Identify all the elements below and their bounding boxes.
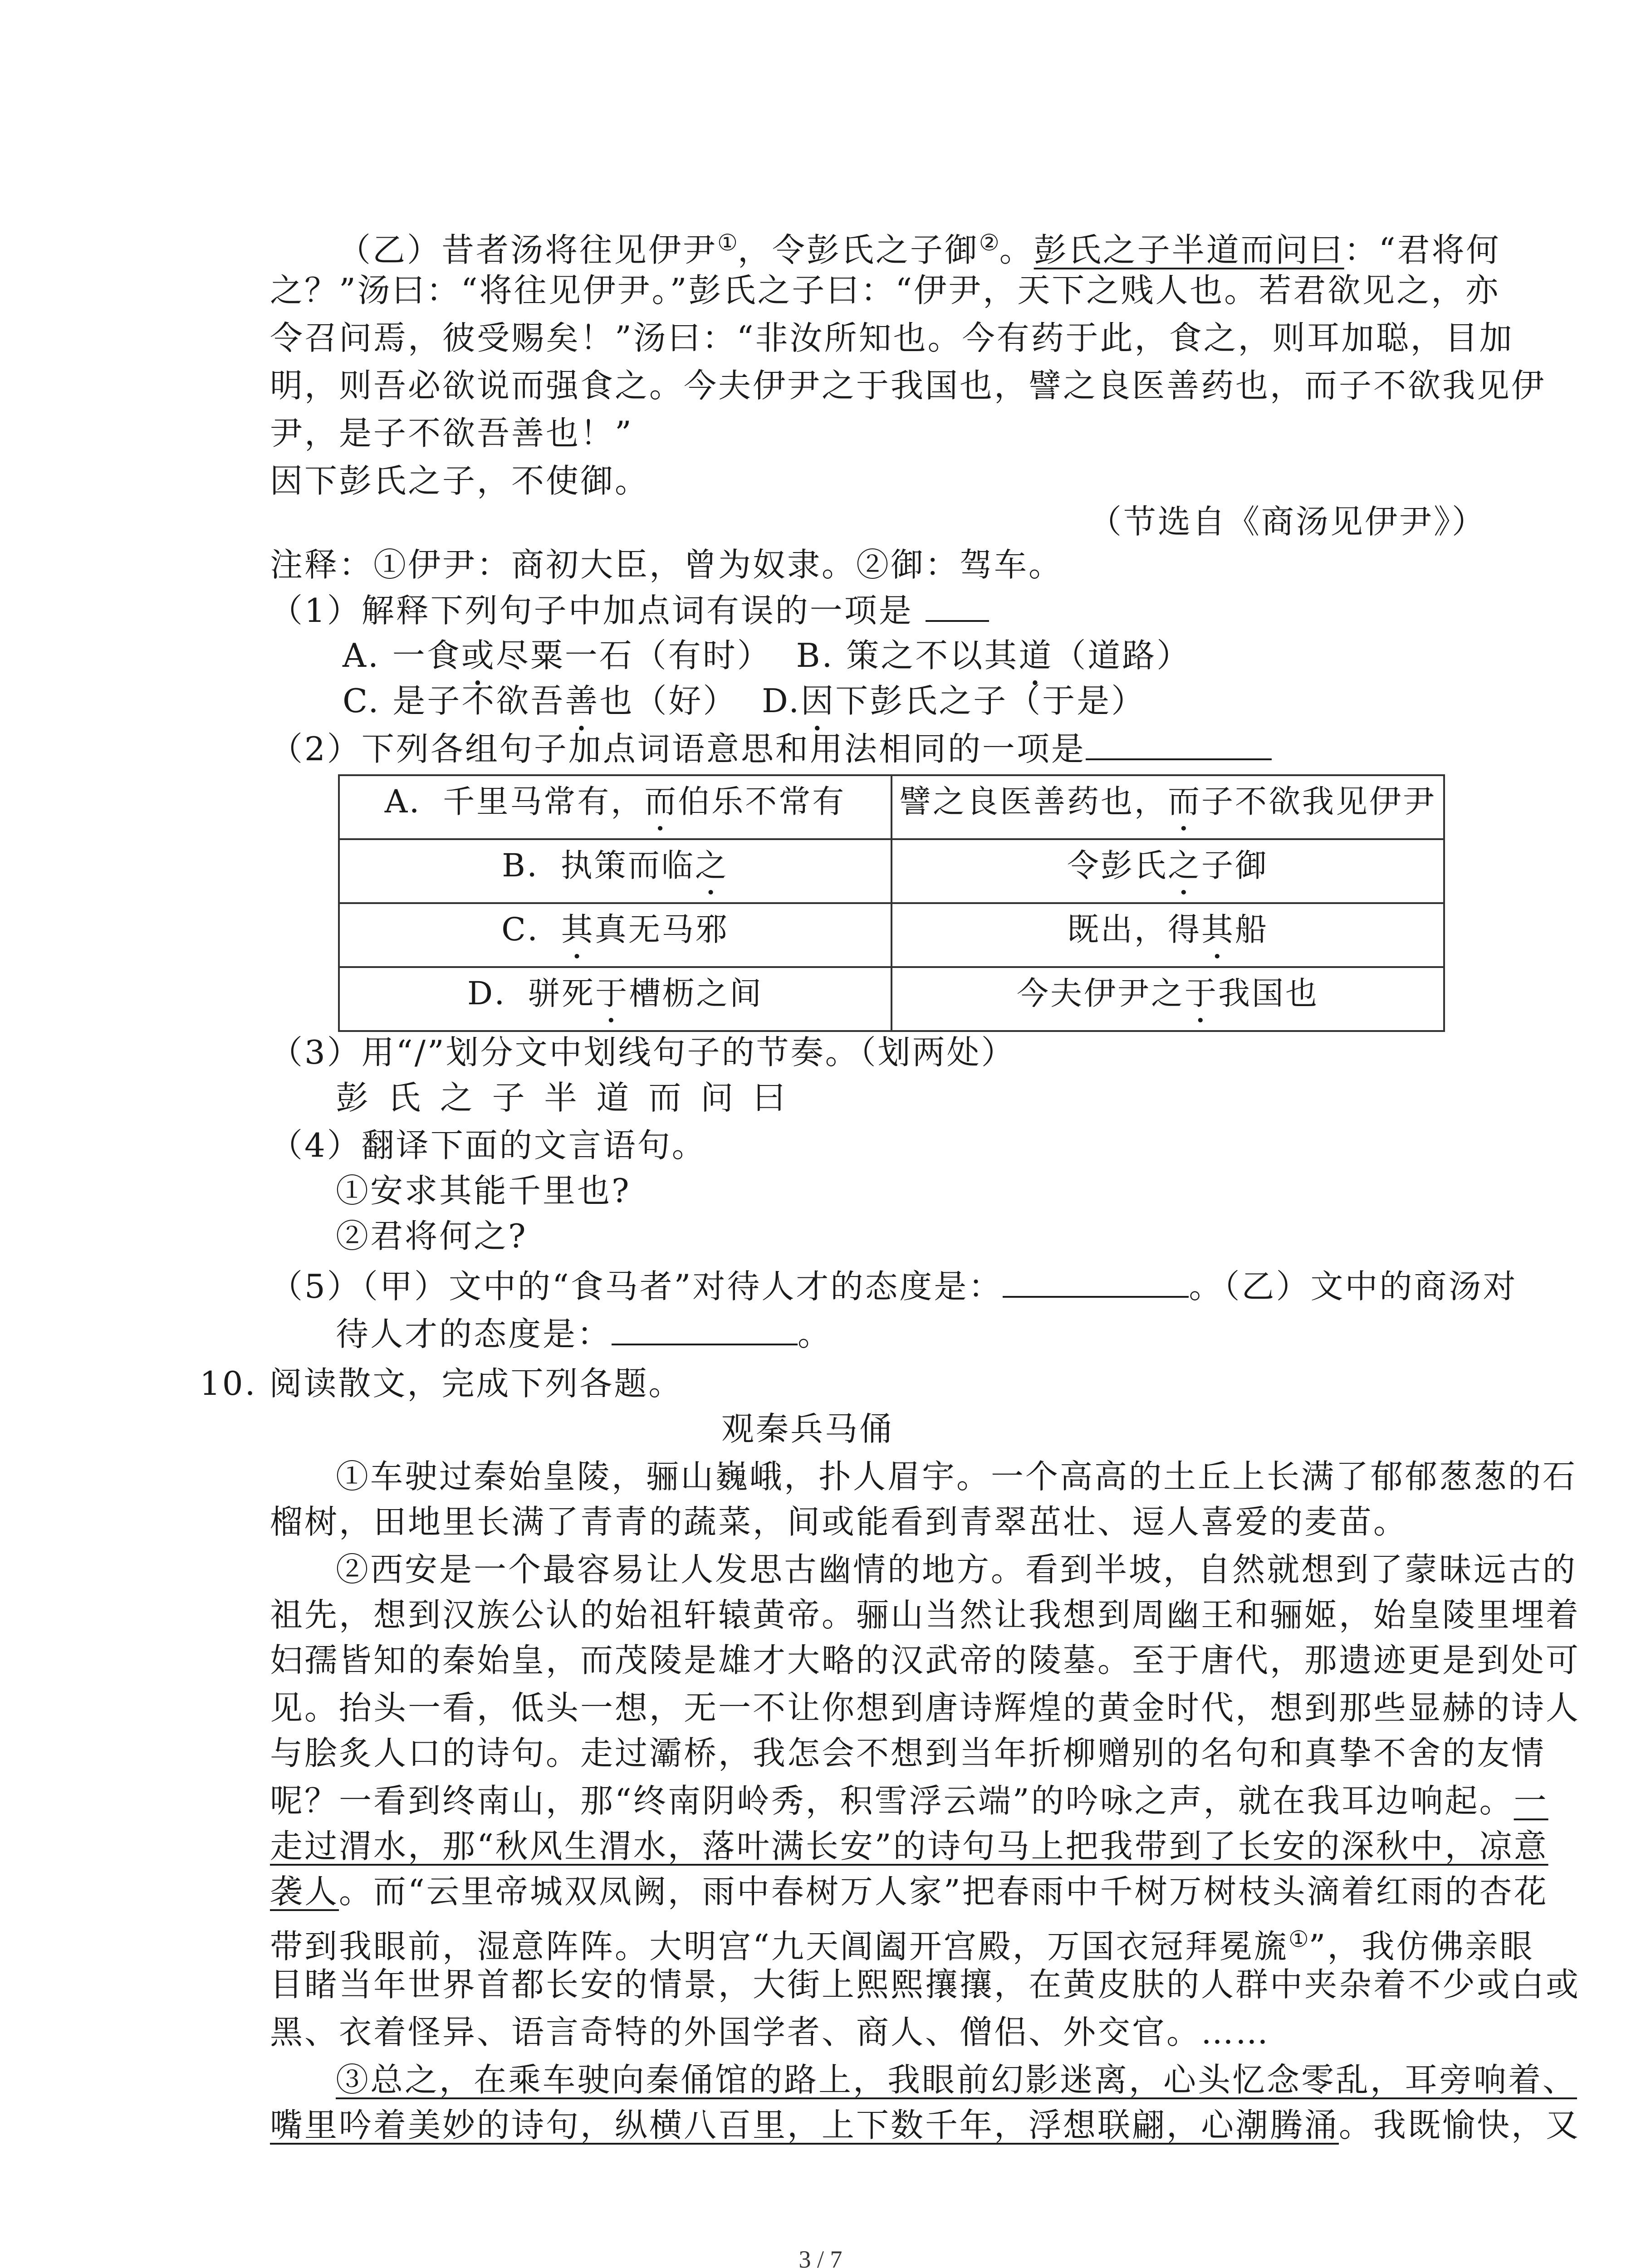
footnote-marker: ① bbox=[1288, 1926, 1309, 1952]
essay-line: 带到我眼前，湿意阵阵。大明宫“九天阊阖开宫殿，万国衣冠拜冕旒①”，我仿佛亲眼 bbox=[270, 1926, 1534, 1965]
table-row bbox=[339, 839, 1444, 903]
underlined-sentence: 袭人 bbox=[270, 1872, 339, 1911]
question-2-stem: （2）下列各组句子加点词语意思和用法相同的一项是 bbox=[270, 726, 1272, 772]
passage-line-6: 因下彭氏之子，不使御。 bbox=[270, 462, 650, 500]
essay-line: 与脍炙人口的诗句。走过灞桥，我怎会不想到当年折柳赠别的名句和真挚不舍的友情 bbox=[270, 1734, 1546, 1772]
essay-line: 榴树，田地里长满了青青的蔬菜，间或能看到青翠茁壮、逗人喜爱的麦苗。 bbox=[270, 1503, 1408, 1541]
essay-line bbox=[336, 2057, 1577, 2102]
passage-line-4: 明，则吾必欲说而强食之。今夫伊尹之于我国也，譬之良医善药也，而子不欲我见伊 bbox=[270, 367, 1546, 405]
footnote-marker: ① bbox=[717, 230, 738, 256]
question-4-sentence-1: ①安求其能千里也? bbox=[336, 1172, 631, 1210]
question-1-options-cd: C. 是子不欲吾善也（好） D.因下彭氏之子（于是） bbox=[343, 682, 1146, 720]
answer-blank[interactable] bbox=[1086, 726, 1272, 760]
underlined-sentence: ③总之，在乘车驶向秦俑馆的路上，我眼前幻影迷离，心头忆念零乱，耳旁响着、 bbox=[336, 2061, 1577, 2099]
essay-line: 黑、衣着怪异、语言奇特的外国学者、商人、僧侣、外交官。…… bbox=[270, 2013, 1270, 2051]
table-cell: B．执策而临之 bbox=[339, 839, 892, 903]
table-cell: C．其真无马邪 bbox=[339, 903, 892, 967]
question-4-stem: （4）翻译下面的文言语句。 bbox=[270, 1126, 706, 1164]
table-row bbox=[339, 967, 1444, 1031]
essay-line: 袭人。而“云里帝城双凤阙，雨中春树万人家”把春雨中千树万树枝头滴着红雨的杏花 bbox=[270, 1872, 1548, 1911]
essay-title: 观秦兵马俑 bbox=[721, 1410, 894, 1448]
question-3-stem: （3）用“/”划分文中划线句子的节奏。（划两处） bbox=[270, 1033, 1016, 1071]
passage-line-5: 尹，是子不欲吾善也！” bbox=[270, 414, 633, 452]
table-cell: 譬之良医善药也，而子不欲我见伊尹 bbox=[892, 775, 1444, 839]
question-3-sentence: 彭 氏 之 子 半 道 而 问 曰 bbox=[336, 1079, 790, 1117]
question-5-line-1: （5）（甲）文中的“食马者”对待人才的态度是： 。（乙）文中的商汤对 bbox=[270, 1263, 1517, 1309]
essay-line: ①车驶过秦始皇陵，骊山巍峨，扑人眉宇。一个高高的土丘上长满了郁郁葱葱的石 bbox=[336, 1457, 1577, 1496]
answer-blank[interactable] bbox=[1003, 1263, 1189, 1298]
question-4-sentence-2: ②君将何之? bbox=[336, 1217, 528, 1255]
essay-line: 目睹当年世界首都长安的情景，大街上熙熙攘攘，在黄皮肤的人群中夹杂着不少或白或 bbox=[270, 1965, 1581, 2004]
passage-source: （节选自《商汤见伊尹》） bbox=[1089, 503, 1487, 541]
table-row bbox=[339, 903, 1444, 967]
underlined-sentence: 一 bbox=[1514, 1782, 1548, 1820]
table-cell: D．骈死于槽枥之间 bbox=[339, 967, 892, 1031]
underlined-sentence: 走过渭水，那“秋风生渭水，落叶满长安”的诗句马上把我带到了长安的深秋中，凉意 bbox=[270, 1827, 1548, 1865]
essay-line: 呢？一看到终南山，那“终南阴岭秀，积雪浮云端”的吟咏之声，就在我耳边响起。一 bbox=[270, 1782, 1548, 1820]
table-cell: A．千里马常有，而伯乐不常有 bbox=[339, 775, 892, 839]
question-5-line-2: 待人才的态度是： 。 bbox=[336, 1311, 832, 1357]
underlined-sentence: 彭氏之子半道而问曰 bbox=[1034, 231, 1344, 269]
question-1-stem: （1）解释下列句子中加点词有误的一项是 bbox=[270, 587, 989, 633]
table-cell: 既出，得其船 bbox=[892, 903, 1444, 967]
answer-blank[interactable] bbox=[612, 1311, 798, 1345]
essay-line: 见。抬头一看，低头一想，无一不让你想到唐诗辉煌的黄金时代，想到那些显赫的诗人 bbox=[270, 1689, 1581, 1727]
essay-line: 祖先，想到汉族公认的始祖轩辕黄帝。骊山当然让我想到周幽王和骊姬，始皇陵里埋着 bbox=[270, 1596, 1581, 1634]
passage-line-2: 之？”汤曰：“将往见伊尹。”彭氏之子曰：“伊尹，天下之贱人也。若君欲见之，亦 bbox=[270, 271, 1500, 309]
essay-line: 嘴里吟着美妙的诗句，纵横八百里，上下数千年，浮想联翩，心潮腾涌。我既愉快，又 bbox=[270, 2106, 1581, 2144]
passage-note: 注释：①伊尹：商初大臣，曾为奴隶。②御：驾车。 bbox=[270, 546, 1063, 584]
table-row bbox=[339, 775, 1444, 839]
passage-line-3: 令召问焉，彼受赐矣！”汤曰：“非汝所知也。今有药于此，食之，则耳加聪，目加 bbox=[270, 319, 1514, 357]
page-number: 3 / 7 bbox=[798, 2246, 843, 2268]
question-2-table bbox=[338, 774, 1445, 1032]
essay-line: ②西安是一个最容易让人发思古幽情的地方。看到半坡，自然就想到了蒙昧远古的 bbox=[336, 1550, 1577, 1589]
underlined-sentence: 嘴里吟着美妙的诗句，纵横八百里，上下数千年，浮想联翩，心潮腾涌 bbox=[270, 2106, 1339, 2144]
passage-line-1: （乙）昔者汤将往见伊尹①，令彭氏之子御②。彭氏之子半道而问曰：“君将何 bbox=[338, 230, 1501, 269]
essay-line: 妇孺皆知的秦始皇，而茂陵是雄才大略的汉武帝的陵墓。至于唐代，那遗迹更是到处可 bbox=[270, 1641, 1581, 1679]
question-10-stem: 10. 阅读散文，完成下列各题。 bbox=[200, 1364, 683, 1403]
question-1-options-ab: A. 一食或尽粟一石（有时） B. 策之不以其道（道路） bbox=[343, 636, 1191, 675]
table-cell: 今夫伊尹之于我国也 bbox=[892, 967, 1444, 1031]
answer-blank[interactable] bbox=[926, 587, 989, 622]
essay-line bbox=[270, 1823, 1548, 1869]
footnote-marker: ② bbox=[979, 230, 999, 256]
table-cell: 令彭氏之子御 bbox=[892, 839, 1444, 903]
